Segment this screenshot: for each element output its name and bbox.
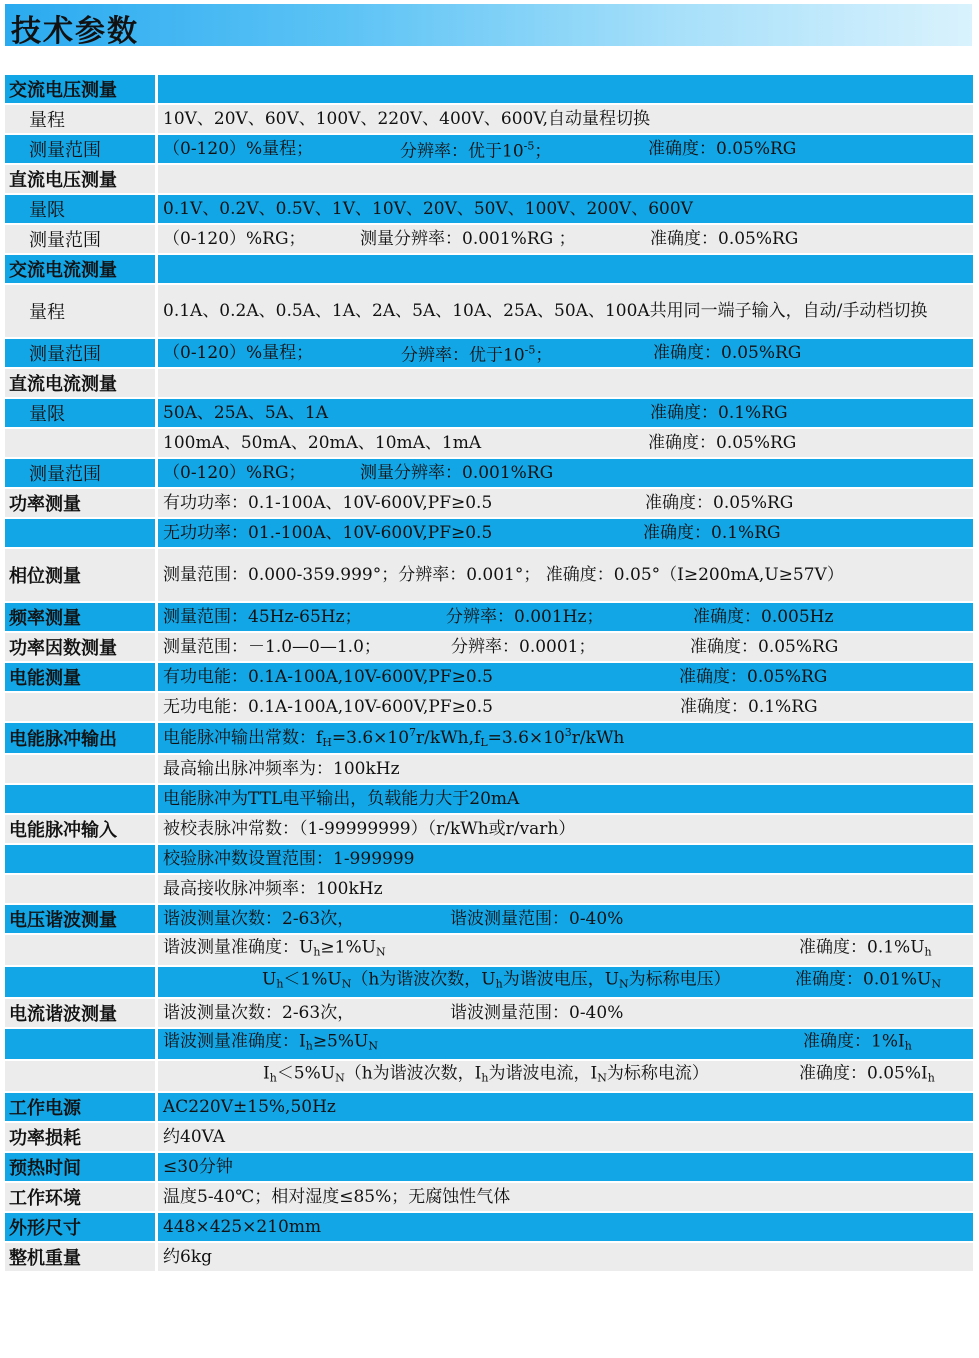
spec-row [5, 399, 973, 427]
section-label: 电能脉冲输入 [5, 815, 155, 843]
value-text: 准确度：0.05%RG [648, 139, 797, 159]
param-value [158, 285, 973, 337]
spec-row [5, 285, 973, 337]
param-label [5, 755, 155, 783]
param-label: 量限 [5, 399, 155, 427]
param-value [158, 489, 973, 517]
spec-row [5, 519, 973, 547]
spec-row [5, 905, 973, 933]
param-value [158, 633, 973, 661]
value-text: 准确度：0.05%RG [645, 493, 794, 513]
value-text: 校验脉冲数设置范围：1-999999 [163, 849, 415, 869]
value-text: 0.1V、0.2V、0.5V、1V、10V、20V、50V、100V、200V、600V [163, 199, 693, 219]
param-value [158, 935, 973, 965]
spec-row [5, 195, 973, 223]
value-text: （0-120）%RG； [163, 463, 306, 483]
param-label: 量限 [5, 195, 155, 223]
spec-row [5, 549, 973, 601]
param-value [158, 399, 973, 427]
param-value [158, 693, 973, 721]
param-value [158, 549, 973, 601]
value-text: 测量分辨率：0.001%RG [360, 463, 554, 483]
value-text: 448×425×210mm [163, 1217, 322, 1237]
value-text: 10V、20V、60V、100V、220V、400V、600V,自动量程切换 [163, 109, 651, 129]
spec-row [5, 1183, 973, 1211]
spec-row [5, 429, 973, 457]
spec-row [5, 105, 973, 133]
value-text: 约40VA [163, 1127, 226, 1147]
value-text: 谐波测量次数：2-63次， [163, 909, 355, 929]
section-label: 预热时间 [5, 1153, 155, 1181]
param-value [158, 1123, 973, 1151]
param-label: 测量范围 [5, 459, 155, 487]
param-label: 量程 [5, 105, 155, 133]
value-text: 准确度：0.05%RG [650, 229, 799, 249]
spec-row [5, 459, 973, 487]
value-text: 0.1A、0.2A、0.5A、1A、2A、5A、10A、25A、50A、100A共用同一端子输入，自动/手动档切换 [163, 301, 928, 321]
section-label: 直流电压测量 [5, 165, 155, 193]
param-value [158, 1061, 973, 1091]
param-label [5, 875, 155, 903]
param-label [5, 1061, 155, 1091]
param-label [5, 785, 155, 813]
param-value [158, 1243, 973, 1271]
spec-row [5, 225, 973, 253]
param-value [158, 369, 973, 397]
value-text: 有功电能：0.1A-100A,10V-600V,PF≥0.5 [163, 667, 493, 687]
section-label: 整机重量 [5, 1243, 155, 1271]
spec-row [5, 75, 973, 103]
value-text: $I_h<5\%U_N(h$为谐波次数，$I_h$为谐波电流，$I_N$为标称电流） [263, 1063, 709, 1085]
value-text: 测量范围：0.000-359.999°；分辨率：0.001°； 准确度：0.05°（I≥200mA,U≥57V） [163, 565, 844, 585]
param-value [158, 815, 973, 843]
param-label: 测量范围 [5, 339, 155, 367]
section-label: 功率因数测量 [5, 633, 155, 661]
param-value [158, 135, 973, 163]
section-label: 工作环境 [5, 1183, 155, 1211]
value-text: 准确度：0.05%RG [653, 343, 802, 363]
value-text: 约6kg [163, 1247, 212, 1267]
param-value [158, 723, 973, 753]
value-text: $U_h<1\%U_N(h$为谐波次数，$U_h$为谐波电压，$U_N$为标称电压） [262, 969, 731, 991]
spec-row [5, 1061, 973, 1091]
spec-row [5, 1093, 973, 1121]
param-value [158, 663, 973, 691]
spec-row [5, 165, 973, 193]
param-value [158, 1183, 973, 1211]
param-value [158, 1093, 973, 1121]
value-text: 准确度：0.05%RG [679, 667, 828, 687]
value-text: （0-120）%量程； [163, 343, 314, 363]
param-label [5, 429, 155, 457]
param-value [158, 875, 973, 903]
section-label: 功率损耗 [5, 1123, 155, 1151]
param-value [158, 75, 973, 103]
value-text: （0-120）%量程； [163, 139, 314, 159]
param-value [158, 429, 973, 457]
param-value [158, 105, 973, 133]
spec-row [5, 135, 973, 163]
param-value [158, 1213, 973, 1241]
value-text: 电能脉冲输出常数：$f_H=3.6\times 10^7r/kWh,f_L=3.6\times 10^3r$/kWh [163, 726, 625, 749]
param-value [158, 967, 973, 997]
param-label [5, 1029, 155, 1059]
param-value [158, 1153, 973, 1181]
section-label: 电流谐波测量 [5, 999, 155, 1027]
spec-row [5, 935, 973, 965]
spec-row [5, 603, 973, 631]
param-value [158, 785, 973, 813]
spec-row [5, 723, 973, 753]
spec-row [5, 875, 973, 903]
param-value [158, 999, 973, 1027]
section-label: 直流电流测量 [5, 369, 155, 397]
spec-table [5, 75, 973, 1273]
value-text: 谐波测量范围：0-40% [450, 909, 624, 929]
spec-row [5, 785, 973, 813]
value-text: 谐波测量范围：0-40% [450, 1003, 624, 1023]
value-text: 测量分辨率：0.001%RG ； [360, 229, 576, 249]
value-text: 准确度：0.1%RG [650, 403, 788, 423]
value-text: 准确度：$0.05\%I_h$ [799, 1063, 935, 1085]
page-title: 技术参数 [11, 14, 139, 49]
spec-row [5, 755, 973, 783]
param-label: 测量范围 [5, 225, 155, 253]
value-text: 无功电能：0.1A-100A,10V-600V,PF≥0.5 [163, 697, 493, 717]
section-label: 电能脉冲输出 [5, 723, 155, 753]
value-text: 准确度：0.05%RG [690, 637, 839, 657]
value-text: 最高输出脉冲频率为：100kHz [163, 759, 400, 779]
spec-row [5, 663, 973, 691]
param-value [158, 225, 973, 253]
value-text: 准确度：$0.1\%U_h$ [799, 937, 932, 959]
section-label: 外形尺寸 [5, 1213, 155, 1241]
section-label: 功率测量 [5, 489, 155, 517]
spec-row [5, 999, 973, 1027]
param-label: 量程 [5, 285, 155, 337]
spec-row [5, 1153, 973, 1181]
spec-row [5, 815, 973, 843]
value-text: AC220V±15%,50Hz [163, 1097, 336, 1117]
value-text: （0-120）%RG； [163, 229, 306, 249]
value-text: 50A、25A、5A、1A [163, 403, 329, 423]
param-value [158, 459, 973, 487]
param-label [5, 693, 155, 721]
section-label: 相位测量 [5, 549, 155, 601]
value-text: 谐波测量次数：2-63次， [163, 1003, 355, 1023]
param-value [158, 165, 973, 193]
value-text: 谐波测量准确度：$I_h\ge 5\%U_N$ [163, 1031, 378, 1053]
spec-row [5, 339, 973, 367]
spec-row [5, 693, 973, 721]
value-text: 分辨率：0.0001； [451, 637, 596, 657]
value-text: 有功功率：0.1-100A、10V-600V,PF≥0.5 [163, 493, 493, 513]
value-text: 准确度：0.1%RG [643, 523, 781, 543]
spec-row [5, 1123, 973, 1151]
spec-row [5, 489, 973, 517]
section-label: 交流电压测量 [5, 75, 155, 103]
value-text: 准确度：0.1%RG [680, 697, 818, 717]
value-text: ≤30分钟 [163, 1157, 233, 1177]
spec-row [5, 1213, 973, 1241]
value-text: 谐波测量准确度：$U_h\ge 1\%U_N$ [163, 937, 386, 959]
param-value [158, 603, 973, 631]
value-text: 被校表脉冲常数：（1-99999999）（r/kWh或r/varh） [163, 819, 576, 839]
value-text: 准确度：0.05%RG [648, 433, 797, 453]
spec-row [5, 633, 973, 661]
param-label [5, 519, 155, 547]
spec-row [5, 967, 973, 997]
value-text: 准确度：$1\%I_h$ [803, 1031, 912, 1053]
param-value [158, 195, 973, 223]
param-value [158, 339, 973, 367]
spec-row [5, 255, 973, 283]
section-label: 电压谐波测量 [5, 905, 155, 933]
value-text: 分辨率：优于$10^{-5}$； [401, 343, 553, 366]
section-label: 频率测量 [5, 603, 155, 631]
param-label [5, 845, 155, 873]
param-value [158, 1029, 973, 1059]
section-label: 电能测量 [5, 663, 155, 691]
param-value [158, 255, 973, 283]
spec-row [5, 1029, 973, 1059]
spec-row [5, 1243, 973, 1271]
section-title-bar [5, 4, 972, 49]
spec-row [5, 369, 973, 397]
value-text: 无功功率：01.-100A、10V-600V,PF≥0.5 [163, 523, 493, 543]
param-label: 测量范围 [5, 135, 155, 163]
value-text: 最高接收脉冲频率：100kHz [163, 879, 383, 899]
param-label [5, 935, 155, 965]
value-text: 温度5-40℃；相对湿度≤85%；无腐蚀性气体 [163, 1187, 511, 1207]
param-value [158, 755, 973, 783]
section-label: 交流电流测量 [5, 255, 155, 283]
value-text: 100mA、50mA、20mA、10mA、1mA [163, 433, 482, 453]
param-value [158, 519, 973, 547]
value-text: 分辨率：0.001Hz； [446, 607, 604, 627]
value-text: 电能脉冲为TTL电平输出，负载能力大于20mA [163, 789, 520, 809]
value-text: 分辨率：优于$10^{-5}$； [400, 139, 552, 162]
param-value [158, 905, 973, 933]
spec-row [5, 845, 973, 873]
section-label: 工作电源 [5, 1093, 155, 1121]
value-text: 准确度：0.005Hz [693, 607, 834, 627]
param-label [5, 967, 155, 997]
param-value [158, 845, 973, 873]
value-text: 准确度：$0.01\%U_N$ [795, 969, 941, 991]
value-text: 测量范围：－1.0—0—1.0； [163, 637, 381, 657]
value-text: 测量范围：45Hz-65Hz； [163, 607, 362, 627]
